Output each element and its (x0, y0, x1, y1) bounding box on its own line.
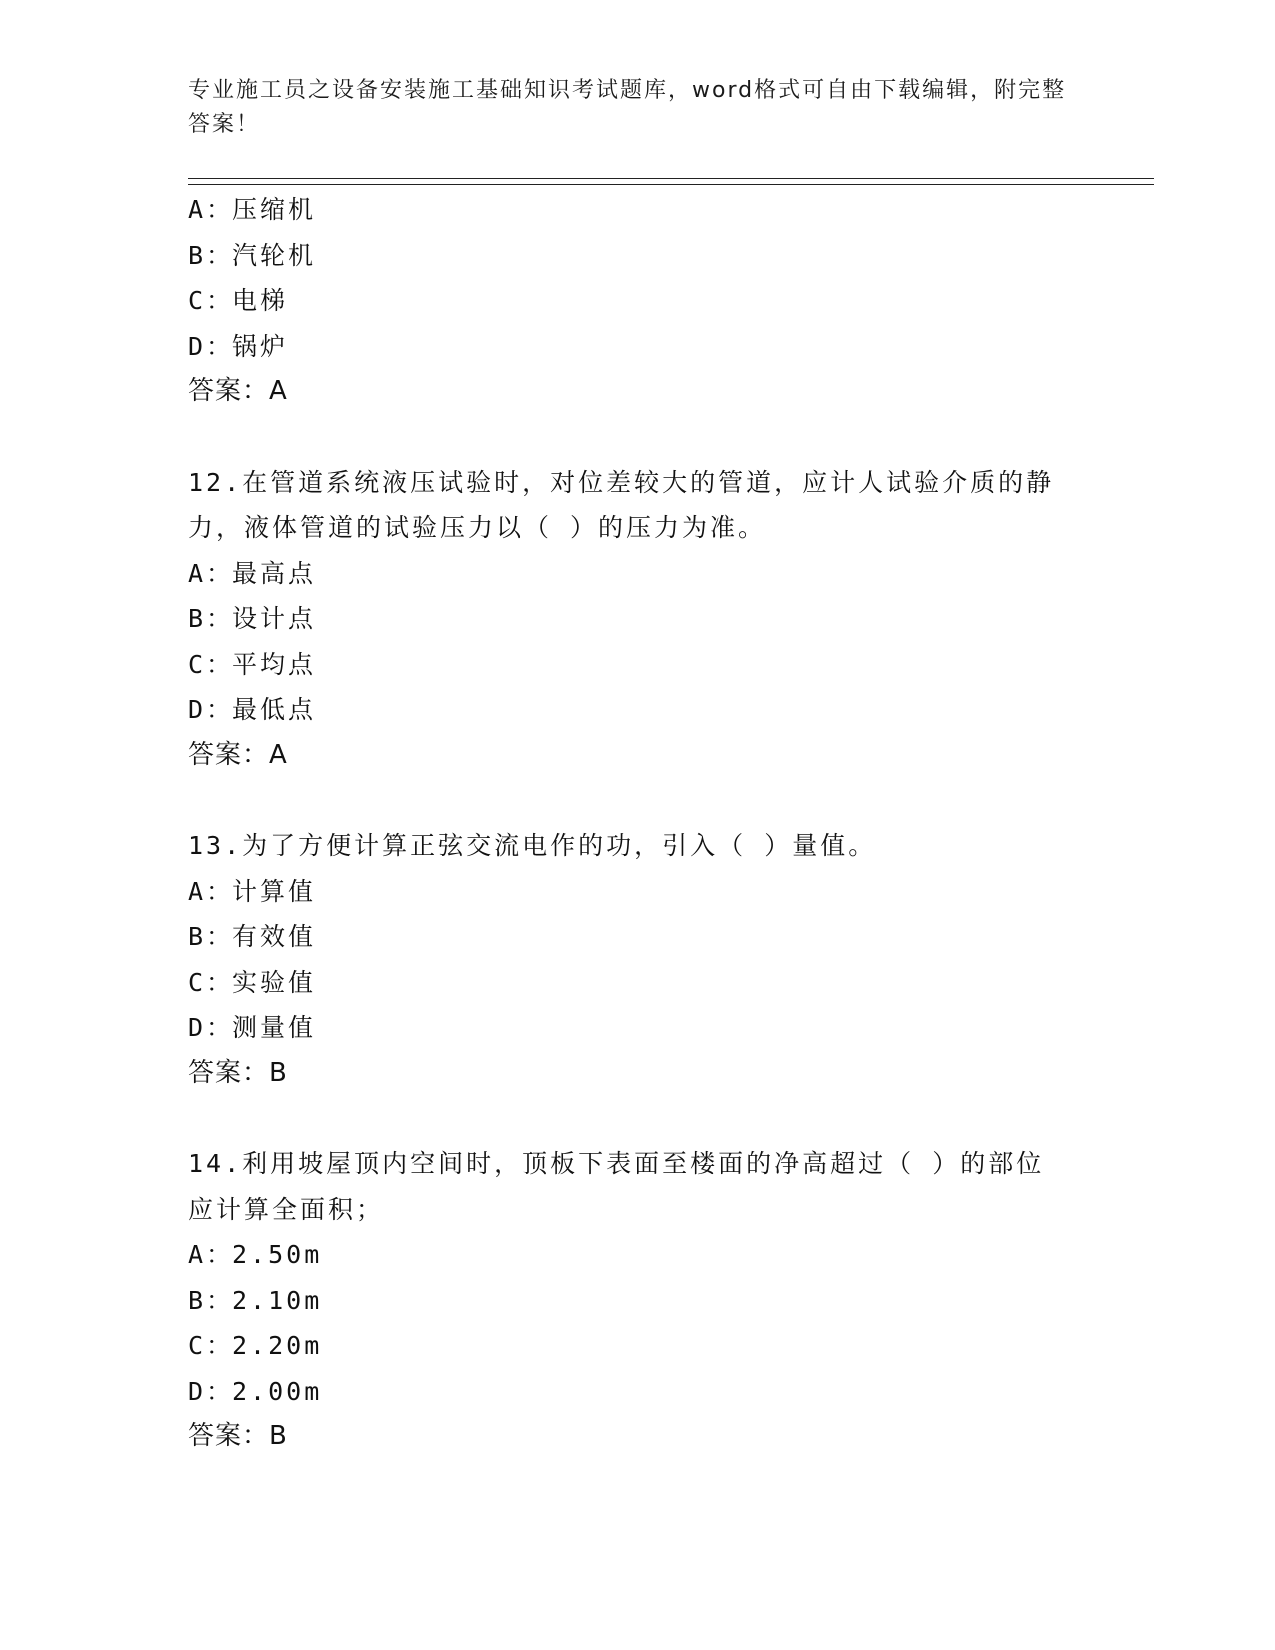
option-text: 平均点 (232, 649, 317, 679)
option-letter: B： (188, 922, 235, 951)
header-rule-top (188, 178, 1154, 179)
option-b (188, 1278, 1088, 1324)
option-text: 2.20m (232, 1331, 323, 1360)
answer-line: 答案：B (188, 1421, 288, 1451)
option-letter: B： (188, 604, 235, 633)
option-text: 2.10m (232, 1285, 323, 1315)
option-c (188, 1323, 1088, 1369)
option-b (188, 914, 1088, 960)
option-letter: C： (188, 286, 235, 315)
option-text: 设计点 (232, 604, 317, 633)
option-c (188, 278, 1088, 324)
option-d (188, 1369, 1088, 1415)
option-a (188, 551, 1088, 597)
question-list (188, 187, 1088, 1460)
option-text: 测量值 (232, 1013, 317, 1042)
question-13 (188, 823, 1088, 1096)
option-text: 最高点 (232, 558, 317, 588)
option-a (188, 1232, 1088, 1278)
option-text: 2.00m (232, 1376, 323, 1406)
option-text: 压缩机 (232, 195, 317, 224)
option-letter: C： (188, 967, 235, 997)
option-text: 实验值 (232, 967, 317, 997)
option-a (188, 869, 1088, 915)
spacer (188, 415, 1088, 460)
option-d (188, 1005, 1088, 1051)
document-header: 专业施工员之设备安装施工基础知识考试题库，word格式可自由下载编辑，附完整答案！ (188, 78, 1067, 137)
question-text-line: 力，液体管道的试验压力以（ ）的压力为准。 (188, 513, 767, 542)
spacer (188, 778, 1088, 823)
question-text-line: 14.利用坡屋顶内空间时，顶板下表面至楼面的净高超过（ ）的部位 (188, 1149, 1045, 1178)
option-d (188, 687, 1088, 733)
option-letter: B： (188, 240, 235, 270)
option-d (188, 324, 1088, 370)
spacer (188, 1096, 1088, 1141)
question-text-line: 应计算全面积； (188, 1194, 385, 1224)
option-letter: C： (188, 649, 235, 679)
option-letter: D： (188, 1376, 235, 1406)
question-14 (188, 1141, 1088, 1460)
option-letter: D： (188, 695, 235, 724)
option-text: 有效值 (232, 922, 317, 951)
option-letter: A： (188, 1240, 235, 1269)
option-letter: A： (188, 558, 235, 588)
question-text-line: 13.为了方便计算正弦交流电作的功，引入（ ）量值。 (188, 831, 877, 860)
option-b (188, 596, 1088, 642)
answer-line: 答案：A (188, 376, 288, 406)
option-a (188, 187, 1088, 233)
question-11-continued (188, 187, 1088, 415)
option-c (188, 960, 1088, 1006)
option-text: 汽轮机 (232, 240, 317, 270)
option-text: 最低点 (232, 695, 317, 724)
option-letter: A： (188, 876, 235, 906)
question-text-line: 12.在管道系统液压试验时，对位差较大的管道，应计人试验介质的静 (188, 467, 1055, 497)
option-letter: C： (188, 1331, 235, 1360)
option-b (188, 233, 1088, 279)
option-letter: A： (188, 195, 235, 224)
option-text: 2.50m (232, 1240, 323, 1269)
option-letter: D： (188, 1013, 235, 1042)
header-rule-bottom (188, 184, 1154, 185)
option-letter: D： (188, 331, 235, 361)
option-text: 计算值 (232, 876, 317, 906)
answer-line: 答案：A (188, 739, 288, 770)
option-text: 锅炉 (232, 331, 289, 361)
question-12 (188, 460, 1088, 779)
option-text: 电梯 (232, 286, 289, 315)
option-letter: B： (188, 1285, 235, 1315)
answer-line: 答案：B (188, 1057, 288, 1088)
option-c (188, 642, 1088, 688)
